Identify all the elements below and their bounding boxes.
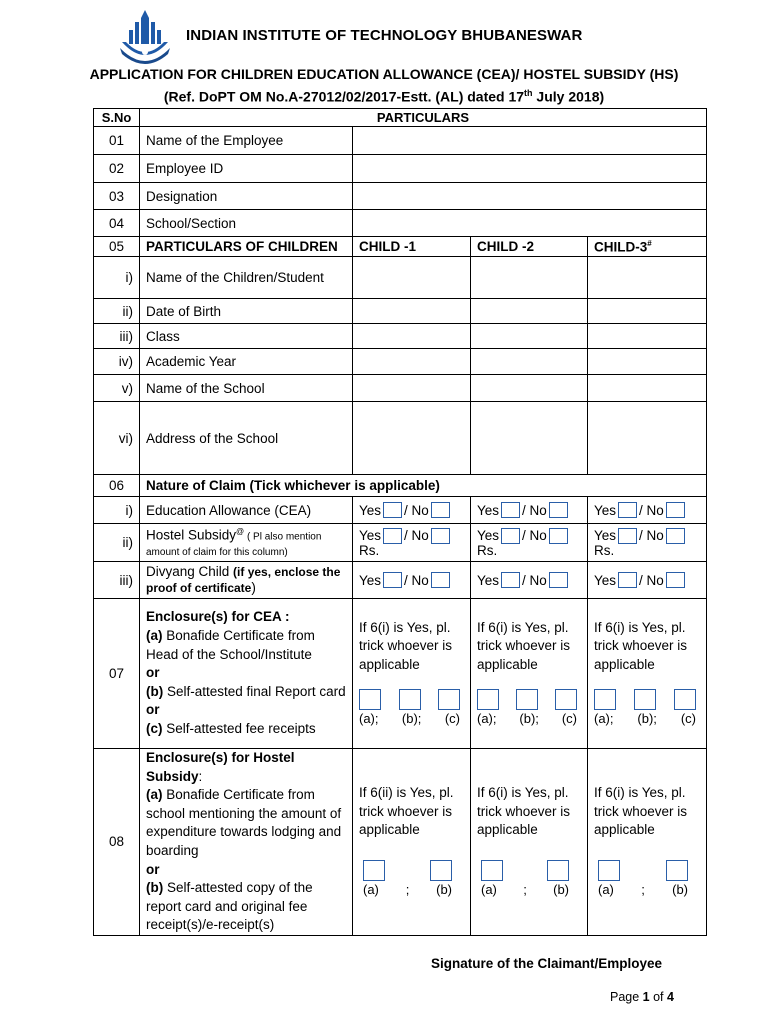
table-row bbox=[94, 599, 707, 749]
row-label: Hostel Subsidy@ ( Pl also mention amount of claim for this column) bbox=[140, 524, 353, 562]
yes-checkbox[interactable] bbox=[383, 502, 402, 518]
no-checkbox[interactable] bbox=[431, 572, 450, 588]
no-checkbox[interactable] bbox=[666, 502, 685, 518]
yes-label: Yes bbox=[359, 572, 382, 588]
table-row bbox=[94, 183, 707, 210]
row-number: iii) bbox=[94, 324, 140, 349]
row-label: Date of Birth bbox=[140, 299, 353, 324]
row-label: Academic Year bbox=[140, 349, 353, 375]
enclosure-b-checkbox[interactable] bbox=[547, 860, 569, 881]
table-row bbox=[94, 349, 707, 375]
child-3-field[interactable] bbox=[588, 299, 707, 324]
table-row bbox=[94, 324, 707, 349]
enclosure-b-checkbox[interactable] bbox=[430, 860, 452, 881]
row-label: Class bbox=[140, 324, 353, 349]
no-label: / No bbox=[522, 502, 547, 518]
form-reference: (Ref. DoPT OM No.A-27012/02/2017-Estt. (AL) dated 17th July 2018) bbox=[163, 88, 605, 105]
yes-label: Yes bbox=[477, 502, 500, 518]
enclosure-a-checkbox[interactable] bbox=[594, 689, 616, 710]
child-1-header: CHILD -1 bbox=[353, 237, 471, 257]
table-row bbox=[94, 749, 707, 936]
yes-checkbox[interactable] bbox=[618, 572, 637, 588]
child-1-field[interactable] bbox=[353, 375, 471, 402]
table-header-row bbox=[94, 109, 707, 127]
row-label: Nature of Claim (Tick whichever is applicable) bbox=[140, 475, 707, 497]
row-number: 01 bbox=[94, 127, 140, 155]
yes-label: Yes bbox=[477, 528, 500, 543]
sno-header: S.No bbox=[94, 109, 140, 127]
child-3-field[interactable] bbox=[588, 324, 707, 349]
enclosure-a-checkbox[interactable] bbox=[359, 689, 381, 710]
no-checkbox[interactable] bbox=[431, 502, 450, 518]
children-header-row bbox=[94, 237, 707, 257]
no-label: / No bbox=[639, 528, 664, 543]
row-number: 07 bbox=[94, 599, 140, 749]
child-3-hostel-enclosure: If 6(i) is Yes, pl. trick whoever is applicable (a) ; (b) bbox=[588, 749, 707, 936]
table-row bbox=[94, 210, 707, 237]
table-row bbox=[94, 299, 707, 324]
child-1-field[interactable] bbox=[353, 324, 471, 349]
cea-enclosures: Enclosure(s) for CEA : (a) Bonafide Certificate from Head of the School/Institute or (b) Self-attested final Report card or (c) Self-attested fee receipts bbox=[140, 599, 353, 749]
row-label: Divyang Child (if yes, enclose the proof of certificate) bbox=[140, 562, 353, 599]
child-3-field[interactable] bbox=[588, 349, 707, 375]
amount-label: Rs. bbox=[359, 542, 380, 558]
no-label: / No bbox=[404, 528, 429, 543]
particulars-header: PARTICULARS bbox=[140, 109, 707, 127]
table-row bbox=[94, 257, 707, 299]
yes-checkbox[interactable] bbox=[618, 502, 637, 518]
no-label: / No bbox=[404, 502, 429, 518]
row-number: vi) bbox=[94, 402, 140, 475]
row-label: Name of the Employee bbox=[140, 127, 353, 155]
row-label: PARTICULARS OF CHILDREN bbox=[140, 237, 353, 257]
signature-label: Signature of the Claimant/Employee bbox=[431, 956, 663, 971]
table-row bbox=[94, 562, 707, 599]
no-checkbox[interactable] bbox=[666, 528, 685, 544]
enclosure-b-checkbox[interactable] bbox=[516, 689, 538, 710]
no-label: / No bbox=[522, 528, 547, 543]
no-checkbox[interactable] bbox=[549, 528, 568, 544]
school-section-field[interactable] bbox=[353, 210, 707, 237]
table-row bbox=[94, 524, 707, 562]
designation-field[interactable] bbox=[353, 183, 707, 210]
table-row bbox=[94, 497, 707, 524]
amount-label: Rs. bbox=[477, 542, 498, 558]
child-2-cea-enclosure: If 6(i) is Yes, pl. trick whoever is applicable (a); (b); (c) bbox=[471, 599, 588, 749]
child-2-field[interactable] bbox=[471, 375, 588, 402]
enclosure-a-checkbox[interactable] bbox=[481, 860, 503, 881]
no-checkbox[interactable] bbox=[666, 572, 685, 588]
child-1-field[interactable] bbox=[353, 349, 471, 375]
row-label: School/Section bbox=[140, 210, 353, 237]
amount-label: Rs. bbox=[594, 542, 615, 558]
yes-checkbox[interactable] bbox=[501, 528, 520, 544]
yes-label: Yes bbox=[477, 572, 500, 588]
hostel-enclosures: Enclosure(s) for Hostel Subsidy: (a) Bonafide Certificate from school mentioning the amount of expenditure towards lodging and boarding or (b) Self-attested copy of the report card and original fee receipt(s)/e-receipt(s) bbox=[140, 749, 353, 936]
application-form-table bbox=[93, 108, 707, 936]
form-title: APPLICATION FOR CHILDREN EDUCATION ALLOWANCE (CEA)/ HOSTEL SUBSIDY (HS) bbox=[89, 66, 679, 82]
yes-checkbox[interactable] bbox=[383, 572, 402, 588]
row-number: ii) bbox=[94, 299, 140, 324]
child-3-field[interactable] bbox=[588, 402, 707, 475]
child-2-header: CHILD -2 bbox=[471, 237, 588, 257]
child-1-field[interactable] bbox=[353, 257, 471, 299]
enclosure-a-checkbox[interactable] bbox=[363, 860, 385, 881]
institute-name: INDIAN INSTITUTE OF TECHNOLOGY BHUBANESWAR bbox=[186, 27, 583, 44]
yes-label: Yes bbox=[594, 528, 617, 543]
row-number: 03 bbox=[94, 183, 140, 210]
child-2-hostel-enclosure: If 6(i) is Yes, pl. trick whoever is applicable (a) ; (b) bbox=[471, 749, 588, 936]
yes-label: Yes bbox=[359, 502, 382, 518]
no-label: / No bbox=[639, 572, 664, 588]
yes-label: Yes bbox=[359, 528, 382, 543]
table-row bbox=[94, 402, 707, 475]
enclosure-b-checkbox[interactable] bbox=[399, 689, 421, 710]
child-2-field[interactable] bbox=[471, 324, 588, 349]
child-1-field[interactable] bbox=[353, 299, 471, 324]
enclosure-b-checkbox[interactable] bbox=[666, 860, 688, 881]
table-row bbox=[94, 127, 707, 155]
child-3-header: CHILD-3# bbox=[588, 237, 707, 257]
row-number: 02 bbox=[94, 155, 140, 183]
row-label: Name of the Children/Student bbox=[140, 257, 353, 299]
enclosure-a-checkbox[interactable] bbox=[598, 860, 620, 881]
child-3-field[interactable] bbox=[588, 375, 707, 402]
row-number: 08 bbox=[94, 749, 140, 936]
child-1-cea-enclosure: If 6(i) is Yes, pl. trick whoever is applicable (a); (b); (c) bbox=[353, 599, 471, 749]
child-3-field[interactable] bbox=[588, 257, 707, 299]
child-1-field[interactable] bbox=[353, 402, 471, 475]
row-number: ii) bbox=[94, 524, 140, 562]
row-number: i) bbox=[94, 257, 140, 299]
yes-label: Yes bbox=[594, 572, 617, 588]
enclosure-c-checkbox[interactable] bbox=[438, 689, 460, 710]
enclosure-c-checkbox[interactable] bbox=[674, 689, 696, 710]
row-number: 06 bbox=[94, 475, 140, 497]
row-label: Education Allowance (CEA) bbox=[140, 497, 353, 524]
institute-logo-icon bbox=[118, 8, 172, 68]
row-number: i) bbox=[94, 497, 140, 524]
child-2-field[interactable] bbox=[471, 402, 588, 475]
row-number: 04 bbox=[94, 210, 140, 237]
employee-id-field[interactable] bbox=[353, 155, 707, 183]
no-label: / No bbox=[639, 502, 664, 518]
enclosure-c-checkbox[interactable] bbox=[555, 689, 577, 710]
row-label: Employee ID bbox=[140, 155, 353, 183]
enclosure-a-checkbox[interactable] bbox=[477, 689, 499, 710]
yes-checkbox[interactable] bbox=[383, 528, 402, 544]
row-number: 05 bbox=[94, 237, 140, 257]
yes-checkbox[interactable] bbox=[501, 572, 520, 588]
child-2-field[interactable] bbox=[471, 299, 588, 324]
row-label: Designation bbox=[140, 183, 353, 210]
child-3-cea-enclosure: If 6(i) is Yes, pl. trick whoever is applicable (a); (b); (c) bbox=[588, 599, 707, 749]
page-indicator: Page 1 of 4 bbox=[610, 990, 674, 1004]
child-2-field[interactable] bbox=[471, 349, 588, 375]
row-number: iii) bbox=[94, 562, 140, 599]
claim-header-row bbox=[94, 475, 707, 497]
yes-label: Yes bbox=[594, 502, 617, 518]
no-label: / No bbox=[522, 572, 547, 588]
row-label: Name of the School bbox=[140, 375, 353, 402]
no-checkbox[interactable] bbox=[431, 528, 450, 544]
table-row bbox=[94, 155, 707, 183]
row-label: Address of the School bbox=[140, 402, 353, 475]
enclosure-b-checkbox[interactable] bbox=[634, 689, 656, 710]
child-2-field[interactable] bbox=[471, 257, 588, 299]
child-1-hostel-enclosure: If 6(ii) is Yes, pl. trick whoever is applicable (a) ; (b) bbox=[353, 749, 471, 936]
employee-name-field[interactable] bbox=[353, 127, 707, 155]
row-number: iv) bbox=[94, 349, 140, 375]
table-row bbox=[94, 375, 707, 402]
no-checkbox[interactable] bbox=[549, 572, 568, 588]
yes-checkbox[interactable] bbox=[618, 528, 637, 544]
yes-checkbox[interactable] bbox=[501, 502, 520, 518]
row-number: v) bbox=[94, 375, 140, 402]
no-label: / No bbox=[404, 572, 429, 588]
no-checkbox[interactable] bbox=[549, 502, 568, 518]
